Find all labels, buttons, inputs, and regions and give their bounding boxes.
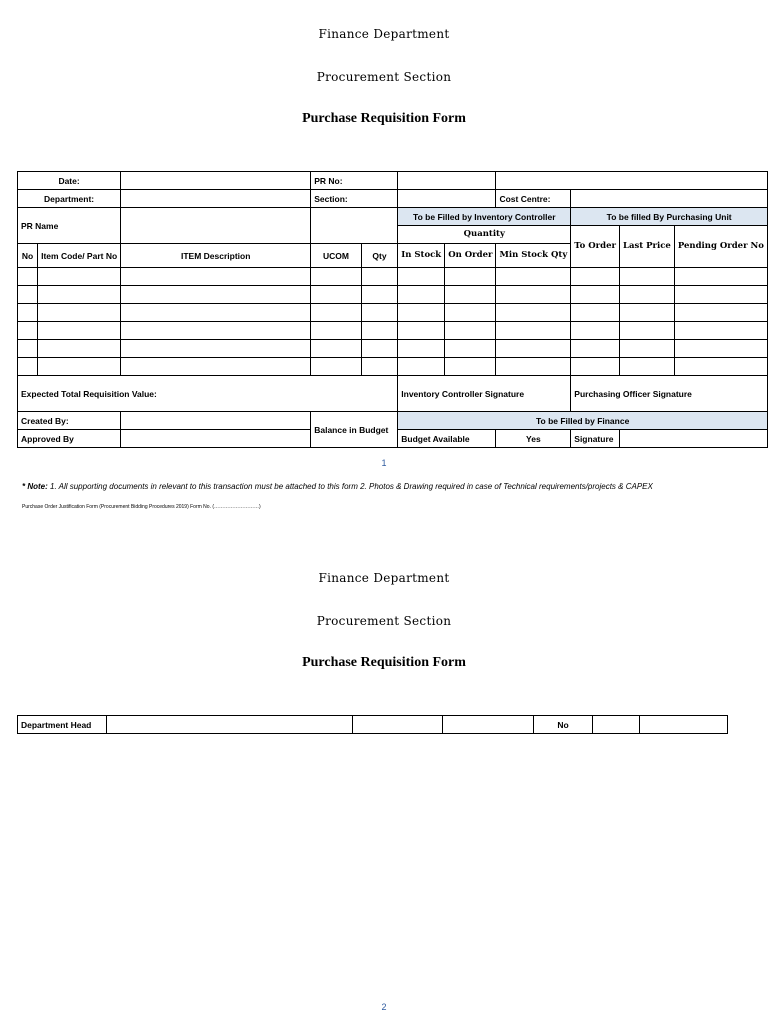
department-heading: Finance Department	[318, 27, 450, 41]
item-row	[18, 340, 768, 358]
section-field[interactable]	[398, 190, 496, 208]
page-number: 2	[381, 1002, 387, 1012]
purchasing-signature-label: Purchasing Officer Signature	[571, 376, 768, 412]
section-label: Section:	[311, 190, 398, 208]
cost-centre-field[interactable]	[571, 190, 768, 208]
balance-in-budget-label: Balance in Budget	[311, 412, 398, 448]
col-no: No	[18, 244, 38, 268]
col-last-price: Last Price	[619, 226, 674, 268]
col-on-order: On Order	[445, 244, 496, 268]
pr-name-extra	[311, 208, 398, 244]
pr-name-field[interactable]	[121, 208, 311, 244]
section-heading: Procurement Section	[316, 614, 452, 628]
col-description: ITEM Description	[121, 244, 311, 268]
signature-field[interactable]	[619, 430, 767, 448]
form-title: Purchase Requisition Form	[302, 111, 466, 126]
pr-no-extra-field[interactable]	[496, 172, 768, 190]
department-head-table	[17, 715, 728, 734]
budget-available-label: Budget Available	[398, 430, 496, 448]
col-to-order: To Order	[571, 226, 620, 268]
department-head-label: Department Head	[18, 716, 107, 734]
date-field[interactable]	[121, 172, 311, 190]
approved-by-field[interactable]	[121, 430, 311, 448]
col-in-stock: In Stock	[398, 244, 445, 268]
department-head-field[interactable]	[107, 716, 353, 734]
expected-total-label: Expected Total Requisition Value:	[18, 376, 398, 412]
inventory-signature-label: Inventory Controller Signature	[398, 376, 571, 412]
requisition-table	[17, 171, 768, 448]
finance-header: To be Filled by Finance	[398, 412, 768, 430]
page-number: 1	[381, 458, 387, 468]
note	[22, 482, 653, 491]
item-row	[18, 304, 768, 322]
col-qty: Qty	[361, 244, 398, 268]
yes-label: Yes	[496, 430, 571, 448]
note-text: 1. All supporting documents in relevant to this transaction must be attached to this form 2. Photos & Drawing required in case of Technical requirements/projects & CAPEX	[47, 482, 653, 491]
date-label: Date:	[18, 172, 121, 190]
pr-no-label: PR No:	[311, 172, 398, 190]
footer-text: Purchase Order Justification Form (Procurement Bidding Procedures 2019) Form No. (………………………)	[22, 504, 261, 510]
item-row	[18, 358, 768, 376]
created-by-label: Created By:	[18, 412, 121, 430]
no-label: No	[534, 716, 593, 734]
created-by-field[interactable]	[121, 412, 311, 430]
section-heading: Procurement Section	[316, 70, 452, 84]
approved-by-label: Approved By	[18, 430, 121, 448]
department-field[interactable]	[121, 190, 311, 208]
department-heading: Finance Department	[318, 571, 450, 585]
cost-centre-label: Cost Centre:	[496, 190, 571, 208]
inventory-controller-header: To be Filled by Inventory Controller	[398, 208, 571, 226]
quantity-header: Quantity	[398, 226, 571, 244]
col-pending-order: Pending Order No	[674, 226, 767, 268]
pr-name-label: PR Name	[18, 208, 121, 244]
note-prefix: * Note:	[22, 482, 48, 491]
item-row	[18, 322, 768, 340]
item-row	[18, 286, 768, 304]
form-title: Purchase Requisition Form	[302, 655, 466, 670]
pr-no-field[interactable]	[398, 172, 496, 190]
col-min-stock: Min Stock Qty	[496, 244, 571, 268]
signature-label: Signature	[571, 430, 620, 448]
item-row	[18, 268, 768, 286]
col-item-code: Item Code/ Part No	[38, 244, 121, 268]
col-ucom: UCOM	[311, 244, 361, 268]
department-label: Department:	[18, 190, 121, 208]
purchasing-unit-header: To be filled By Purchasing Unit	[571, 208, 768, 226]
